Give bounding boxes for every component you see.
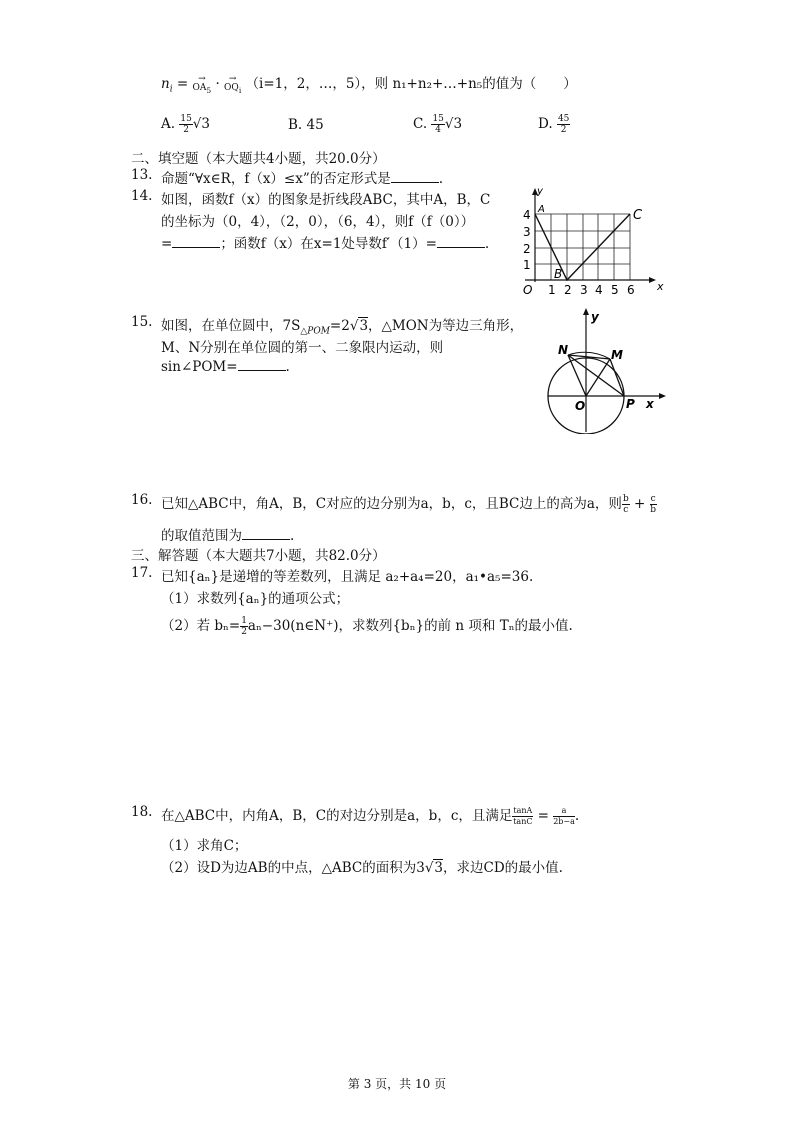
q15-line3: sin∠POM= . (161, 359, 290, 375)
q18-line1: 在△ABC中，内角A，B，C的对边分别是a，b，c，且满足 $\frac{\tan A}{\tan C}$ = $\frac{a}{2b-a}$ . (161, 806, 580, 826)
q15-number: 15. (131, 314, 153, 330)
point-p-label: P (626, 397, 635, 411)
x-tick-4: 4 (595, 283, 603, 297)
q16-line2: 的取值范围为 . (161, 528, 295, 544)
option-c: C. $\frac{15}{4}$ √3 (413, 114, 463, 135)
y-tick-2: 2 (523, 242, 531, 256)
point-m-label: M (611, 348, 623, 362)
q12-formula: $n_i$ = → $OA_5$ · → $OQ_i$ （i=1，2，…，5），则 n₁+n₂+…+n₅的值为（ ） (161, 73, 577, 95)
point-b-label: B (554, 267, 563, 281)
q15-line2: M、N分别在单位圆的第一、二象限内运动，则 (161, 340, 444, 356)
polyline-abc (535, 214, 630, 280)
q17-number: 17. (131, 565, 153, 581)
y-tick-3: 3 (523, 225, 531, 239)
q13-blank (391, 170, 439, 183)
q16-blank (242, 527, 290, 540)
y-tick-1: 1 (523, 258, 531, 272)
q13-text: 命题“∀x∈R，f（x）≤x”的否定形式是 . (161, 171, 444, 187)
option-a: A. $\frac{15}{2}$ √3 (161, 114, 210, 135)
point-a-label: A (538, 204, 545, 215)
q14-line3: = ；函数f（x）在x=1处导数f′（1）= . (161, 236, 490, 252)
q17-part1: （1）求数列{aₙ}的通项公式； (161, 591, 350, 607)
x-tick-3: 3 (580, 283, 588, 297)
page-footer: 第 3 页，共 10 页 (347, 1077, 447, 1091)
section-heading-fill: 二、填空题（本大题共4小题，共20.0分） (131, 151, 386, 167)
q16-number: 16. (131, 492, 153, 508)
x-tick-5: 5 (611, 283, 619, 297)
q12-condition: （i=1，2，…，5），则 n₁+n₂+…+n₅的值为（ ） (245, 76, 577, 92)
vector-oq: $OQ_i$ (224, 82, 242, 95)
x-tick-1: 1 (548, 283, 556, 297)
origin-label: O (523, 283, 533, 297)
q14-number: 14. (131, 188, 153, 204)
option-b: B. 45 (288, 117, 324, 133)
q17-part2: （2）若 bₙ= $\frac{1}{2}$ aₙ−30(n∈N⁺)，求数列{bₙ}的前 n 项和 Tₙ的最小值. (161, 616, 573, 637)
q18-part2: （2）设D为边AB的中点，△ABC的面积为3√3，求边CD的最小值. (161, 860, 563, 876)
q14-blank-2 (437, 235, 485, 248)
x-axis-label: x (646, 397, 654, 411)
q18-part1: （1）求角C； (161, 838, 248, 854)
q18-number: 18. (131, 804, 153, 820)
ni-symbol: n (161, 76, 170, 92)
y-tick-4: 4 (523, 208, 531, 222)
point-o-label: O (575, 399, 586, 413)
y-axis-label: y (591, 310, 599, 324)
q15-unit-circle (540, 306, 674, 434)
x-axis-label: x (657, 280, 664, 293)
option-d: D. $\frac{45}{2}$ (538, 114, 570, 135)
q15-line1: 如图，在单位圆中，$7S_{\triangle POM}=2√3$，△MON为等边三角形， (161, 318, 524, 337)
q14-graph (510, 186, 668, 298)
q15-blank (238, 358, 286, 371)
q13-number: 13. (131, 167, 153, 183)
point-c-label: C (633, 208, 643, 223)
q14-blank-1 (172, 235, 220, 248)
vector-oa: $OA_5$ (192, 82, 212, 95)
point-n-label: N (558, 343, 569, 357)
section-heading-solve: 三、解答题（本大题共7小题，共82.0分） (131, 548, 386, 564)
q16-line1: 已知△ABC中，角A，B，C对应的边分别为a，b，c，且BC边上的高为a，则 $\frac{b}{c}$ + $\frac{c}{b}$ (161, 494, 657, 515)
q14-line1: 如图，函数f（x）的图象是折线段ABC，其中A，B，C (161, 192, 491, 208)
x-tick-6: 6 (627, 283, 635, 297)
x-tick-2: 2 (564, 283, 572, 297)
q14-line2: 的坐标为（0，4），（2，0），（6，4），则f（f（0）） (161, 214, 475, 230)
q17-line1: 已知{aₙ}是递增的等差数列，且满足 a₂+a₄=20，a₁•a₅=36. (161, 569, 534, 585)
y-axis-label: y (537, 186, 543, 197)
